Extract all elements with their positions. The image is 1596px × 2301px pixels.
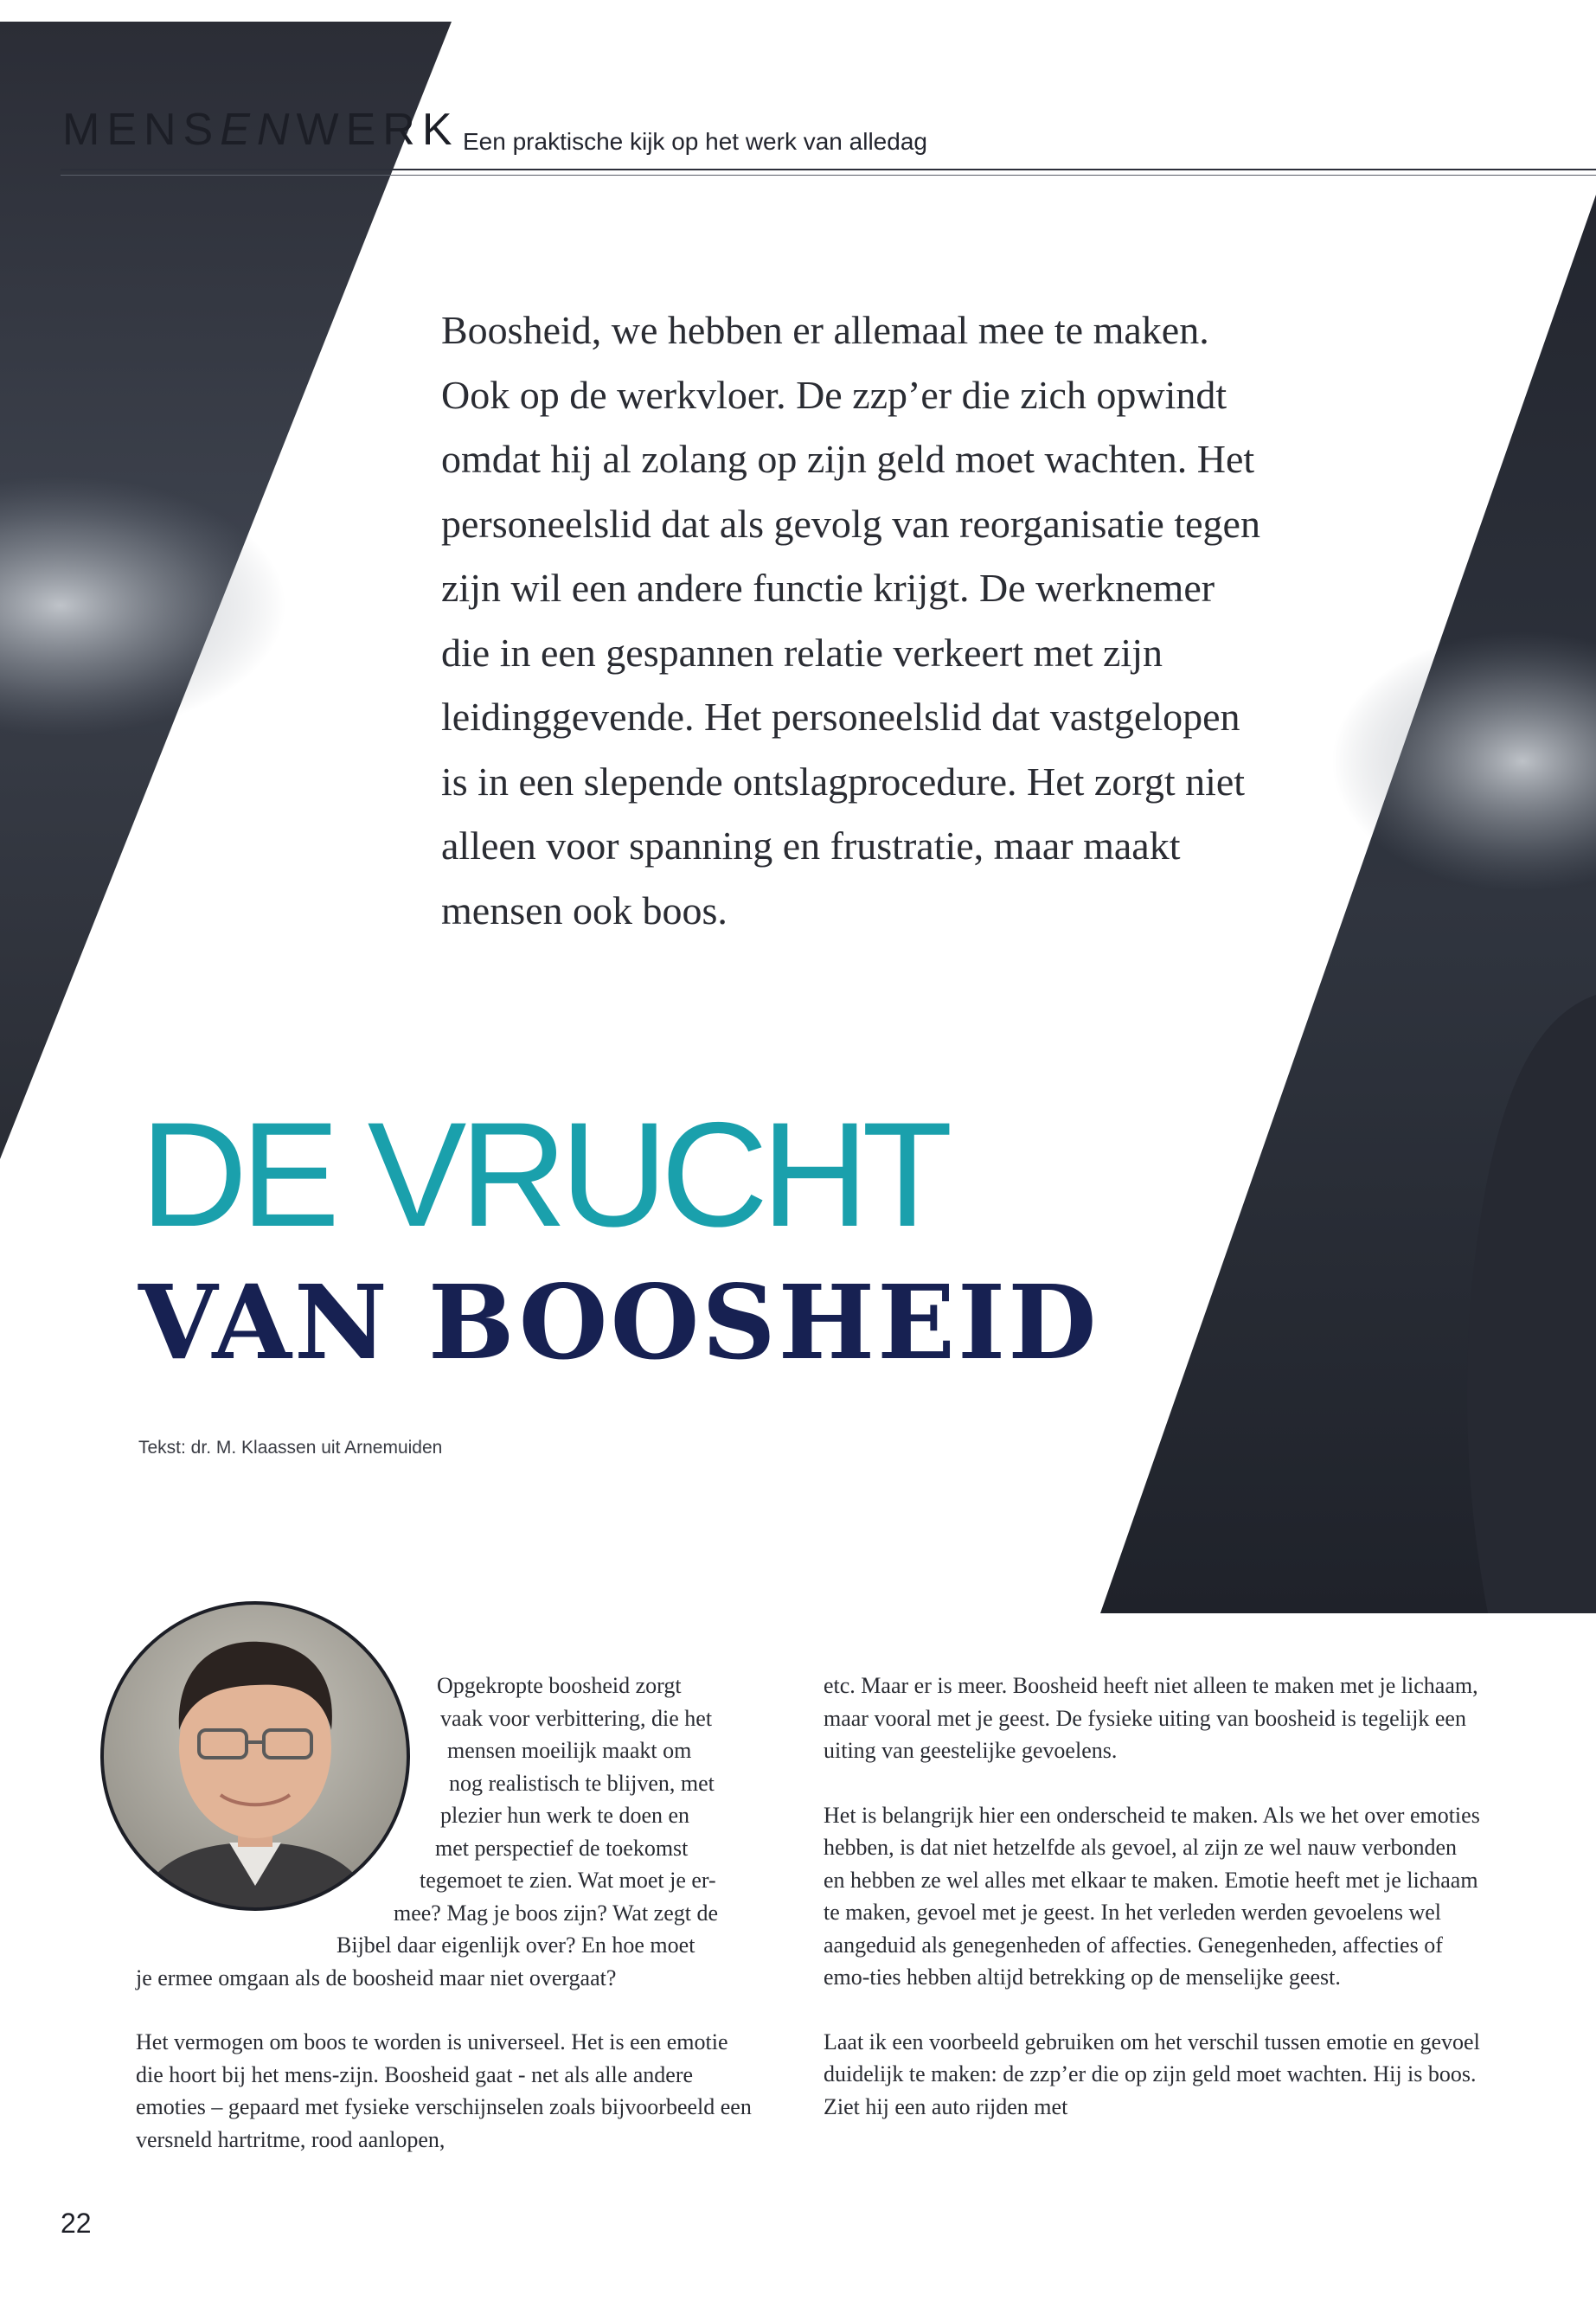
header-rule-thin [61,175,1596,176]
wrapped-line: tegemoet te zien. Wat moet je er- [420,1868,716,1893]
intro-paragraph: Boosheid, we hebben er allemaal mee te maken. Ook op de werkvloer. De zzp’er die zich opwindt omdat hij al zolang op zijn geld moet wachten. Het personeelslid dat als gevolg van reorganisatie tegen zijn wil een andere functie krijgt. De werknemer die in een gespannen relatie verkeert met zijn leidinggevende. Het personeelslid dat vastgelopen is in een slepende ontslagprocedure. Het zorgt niet alleen voor spanning en frustratie, maar maakt mensen ook boos. [441,308,1260,933]
body-paragraph: Het vermogen om boos te worden is universeel. Het is een emotie die hoort bij het mens-zijn. Boosheid gaat - net als alle andere emoties – gepaard met fysieke verschijnselen zoals bijvoorbeeld een versneld hartritme, rood aanlopen, [136,2029,752,2152]
wrapped-line: met perspectief de toekomst [435,1835,689,1861]
magazine-section-brand: MENSENWERK [62,105,459,155]
wrapped-line: mee? Mag je boos zijn? Wat zegt de [394,1900,719,1926]
wrapped-line: nog realistisch te blijven, met [449,1770,715,1796]
wrapped-line: Opgekropte boosheid zorgt [437,1673,682,1698]
body-paragraph: etc. Maar er is meer. Boosheid heeft niet alleen te maken met je lichaam, maar vooral met je geest. De fysieke uiting van boosheid is tegelijk een uiting van geestelijke gevoelens. [824,1673,1478,1763]
body-paragraph: Laat ik een voorbeeld gebruiken om het verschil tussen emotie en gevoel duidelijk te maken: de zzp’er die op zijn geld moet wachten. Hij is boos. Ziet hij een auto rijden met [824,2029,1480,2119]
body-column-left [136,1670,759,2156]
wrapped-line: Bijbel daar eigenlijk over? En hoe moet [337,1932,695,1958]
body-paragraph: Het is belangrijk hier een onderscheid te maken. Als we het over emoties hebben, is dat niet hetzelfde als gevoel, al zijn ze wel nauw verbonden en hebben ze wel alles met elkaar te maken. Emotie heeft met je lichaam te maken, gevoel met je geest. In het verleden werden gevoelens wel aangeduid als genegenheden of affecties. Genegenheden, affecties of emo-ties hebben altijd betrekking op de menselijke geest. [824,1802,1480,1990]
wrapped-line: vaak voor verbittering, die het [440,1705,713,1731]
wrapped-line: plezier hun werk te doen en [440,1803,690,1828]
author-byline: Tekst: dr. M. Klaassen uit Arnemuiden [138,1438,443,1458]
article-title-line1: DE VRUCHT [140,1092,946,1258]
header-rule [61,169,1596,170]
wrapped-line: mensen moeilijk maakt om [447,1738,692,1763]
wrapped-line: je ermee omgaan als de boosheid maar niet overgaat? [136,1965,617,1990]
section-tagline: Een praktische kijk op het werk van alledag [463,128,927,155]
article-title-line2: VAN BOOSHEID [138,1262,1099,1382]
page-number: 22 [61,2208,92,2239]
body-column-right [824,1670,1481,2123]
